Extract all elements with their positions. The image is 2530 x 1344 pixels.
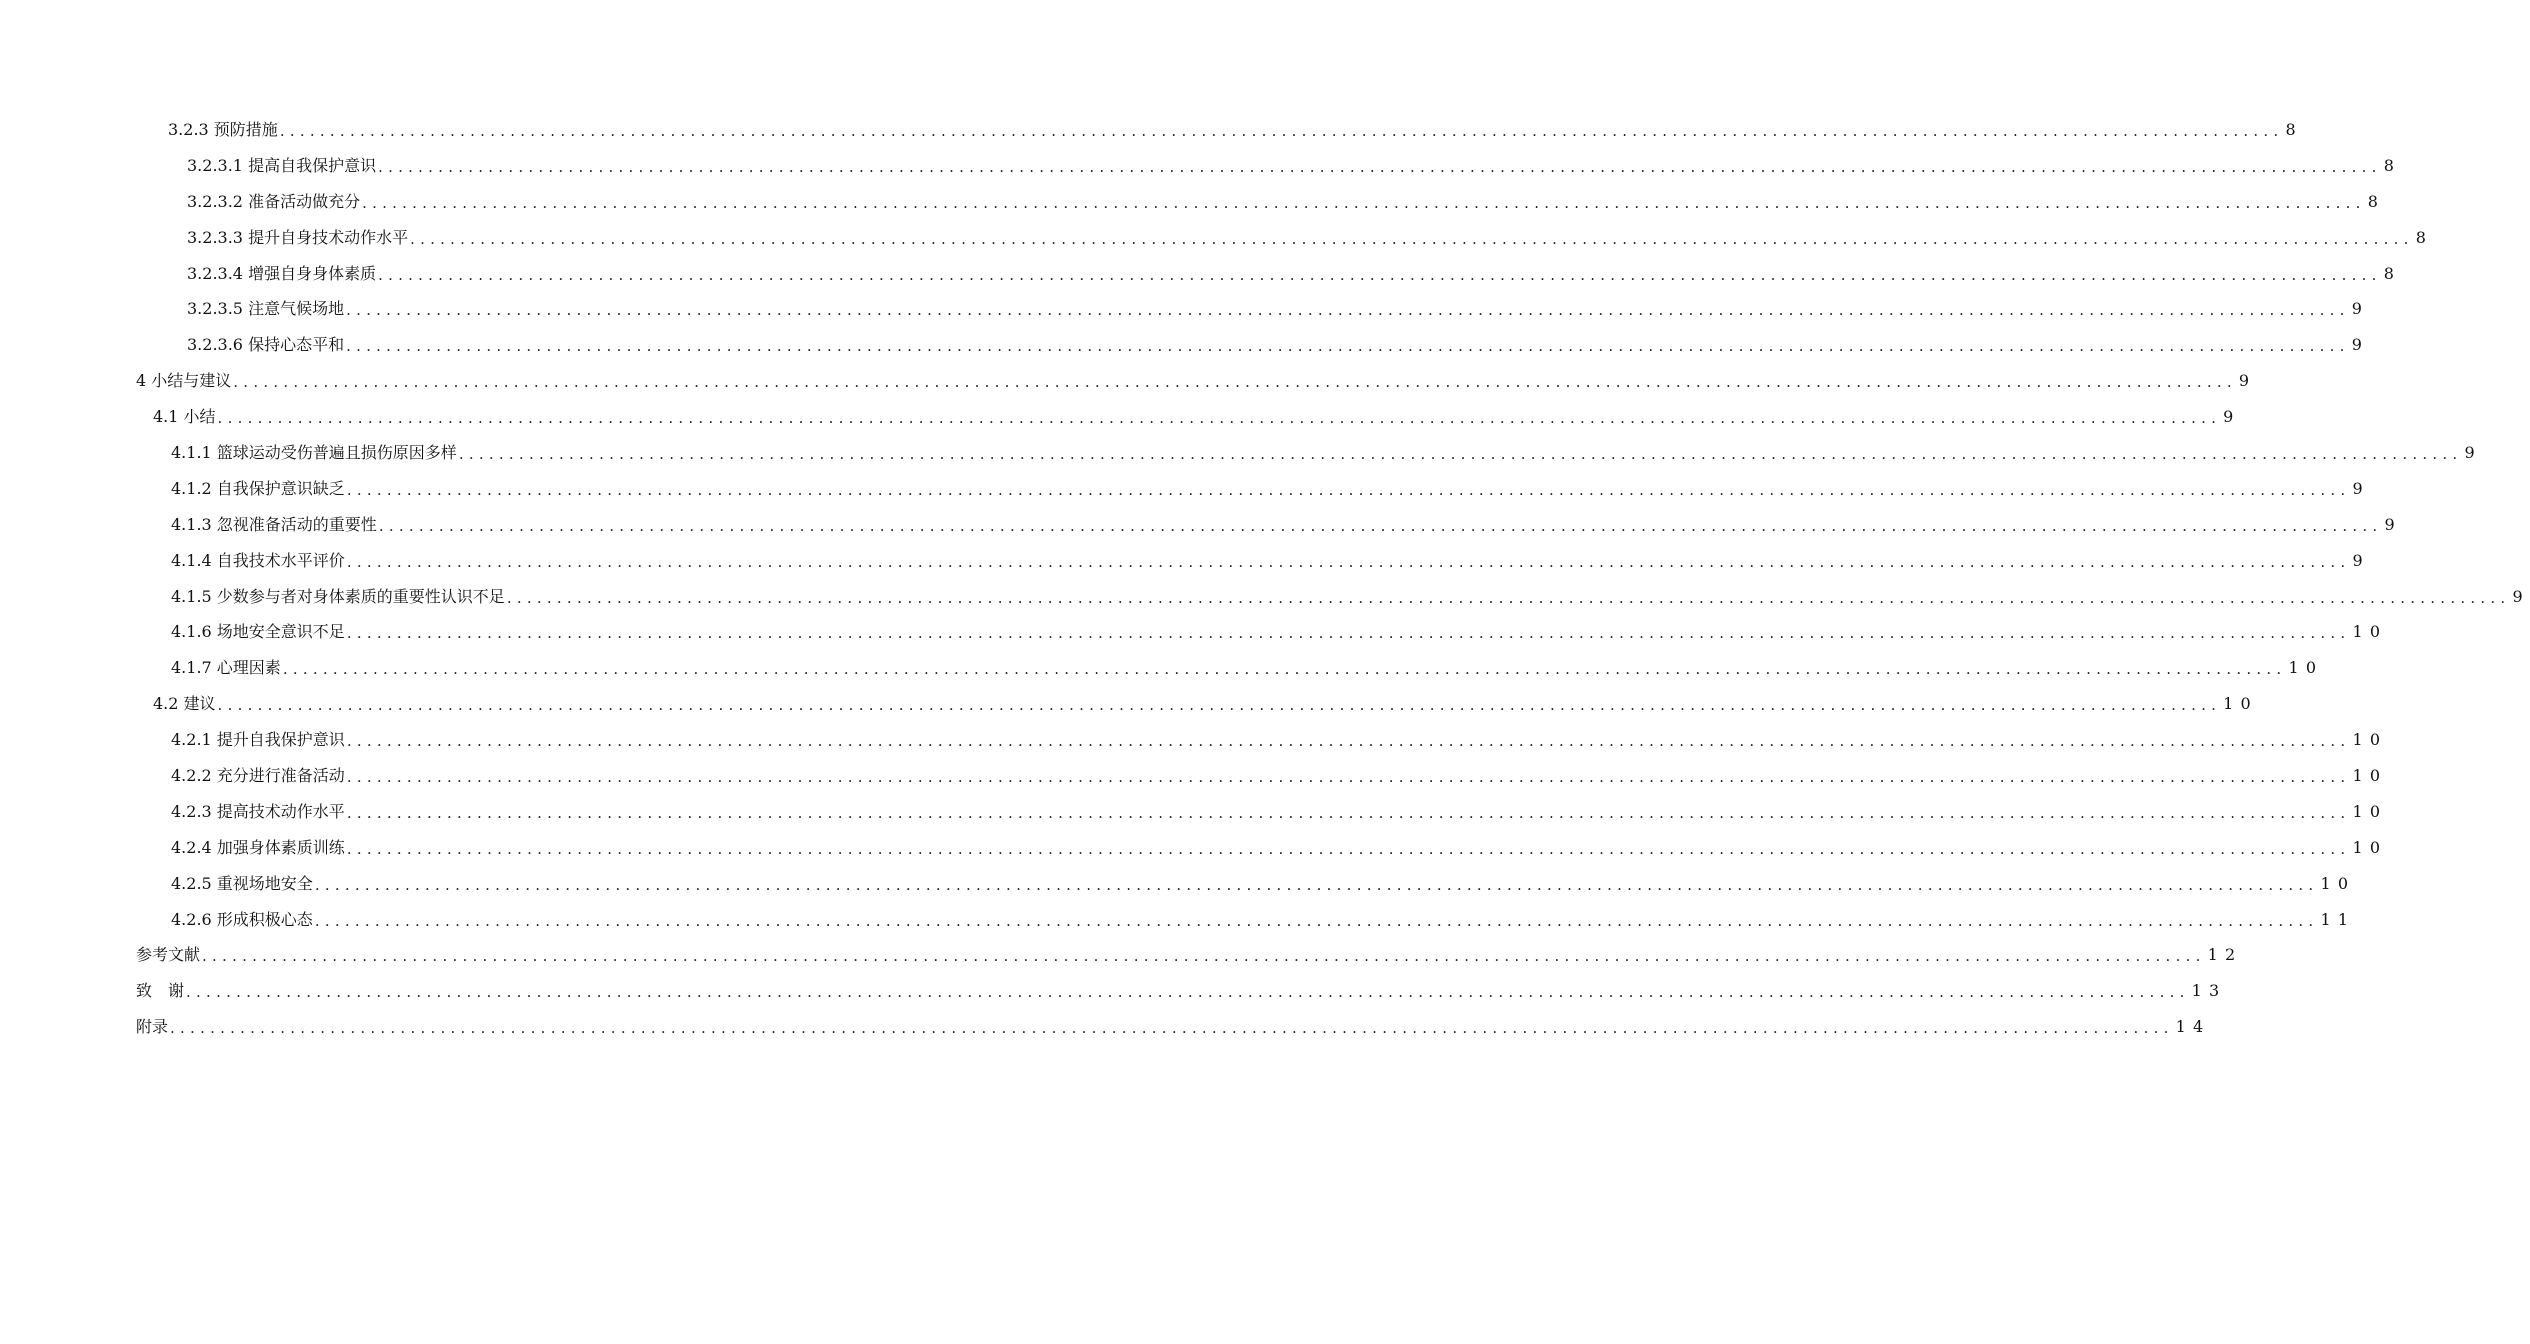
dot-leader: ........................................................................................................................................................................................................ <box>378 516 2383 535</box>
toc-entry-title: 4.1 小结 <box>153 407 216 427</box>
toc-entry-title: 致 谢 <box>136 981 185 1001</box>
toc-entry-page: 8 <box>2383 155 2402 175</box>
toc-entry-title: 4 小结与建议 <box>136 371 232 391</box>
dot-leader: ........................................................................................................................................................................................................ <box>202 947 2206 966</box>
toc-entry[interactable] <box>0 650 2324 686</box>
toc-entry-title: 附录 <box>136 1017 169 1037</box>
toc-entry-page: 10 <box>2352 622 2388 642</box>
toc-entry-title: 3.2.3.5 注意气候场地 <box>187 299 345 319</box>
dot-leader: ........................................................................................................................................................................................................ <box>506 588 2511 607</box>
toc-entry-page: 9 <box>2351 299 2370 319</box>
toc-entry-title: 4.2.4 加强身体素质训练 <box>171 837 345 857</box>
toc-entry-page: 9 <box>2464 442 2482 462</box>
toc-entry[interactable] <box>0 758 2388 794</box>
toc-entry-title: 4.2 建议 <box>153 694 216 714</box>
dot-leader: ........................................................................................................................................................................................................ <box>346 301 2350 320</box>
toc-entry-page: 8 <box>2367 191 2386 211</box>
dot-leader: ........................................................................................................................................................................................................ <box>346 624 2351 643</box>
toc-entry-page: 10 <box>2320 873 2356 893</box>
dot-leader: ........................................................................................................................................................................................................ <box>378 157 2382 176</box>
toc-entry-page: 12 <box>2207 945 2243 965</box>
toc-entry-page: 8 <box>2415 227 2434 247</box>
toc-entry-title: 4.1.1 篮球运动受伤普遍且损伤原因多样 <box>171 442 457 462</box>
dot-leader: ........................................................................................................................................................................................................ <box>346 337 2350 356</box>
toc-entry-page: 10 <box>2288 658 2324 678</box>
toc-entry-title: 3.2.3 预防措施 <box>168 119 278 139</box>
toc-entry-page: 8 <box>2383 263 2402 283</box>
toc-entry-title: 4.1.3 忽视准备活动的重要性 <box>171 514 377 534</box>
toc-entry-title: 3.2.3.6 保持心态平和 <box>187 335 345 355</box>
toc-entry-title: 4.1.6 场地安全意识不足 <box>171 622 345 642</box>
toc-entry[interactable] <box>0 363 2257 399</box>
toc-entry-page: 9 <box>2352 550 2370 570</box>
toc-entry[interactable] <box>0 256 2402 292</box>
dot-leader: ........................................................................................................................................................................................................ <box>314 875 2319 894</box>
toc-entry-page: 14 <box>2175 1017 2211 1037</box>
toc-entry-page: 10 <box>2223 694 2258 714</box>
toc-entry[interactable] <box>0 507 2402 543</box>
table-of-contents <box>0 112 2530 1045</box>
toc-entry-page: 9 <box>2352 478 2370 498</box>
toc-entry[interactable] <box>0 148 2402 184</box>
toc-entry-page: 10 <box>2352 765 2388 785</box>
toc-entry-title: 4.2.3 提高技术动作水平 <box>171 801 345 821</box>
toc-entry-page: 9 <box>2238 371 2257 391</box>
dot-leader: ........................................................................................................................................................................................................ <box>314 911 2319 930</box>
dot-leader: ........................................................................................................................................................................................................ <box>378 265 2382 284</box>
toc-entry[interactable] <box>0 435 2482 471</box>
toc-entry[interactable] <box>0 579 2530 615</box>
dot-leader: ........................................................................................................................................................................................................ <box>279 121 2284 140</box>
dot-leader: ........................................................................................................................................................................................................ <box>346 552 2351 571</box>
toc-entry[interactable] <box>0 794 2388 830</box>
toc-entry[interactable] <box>0 112 2303 148</box>
toc-entry-title: 4.1.5 少数参与者对身体素质的重要性认识不足 <box>171 586 505 606</box>
dot-leader: ........................................................................................................................................................................................................ <box>186 983 2190 1002</box>
toc-entry-title: 4.1.2 自我保护意识缺乏 <box>171 478 345 498</box>
toc-entry-title: 4.2.6 形成积极心态 <box>171 909 313 929</box>
dot-leader: ........................................................................................................................................................................................................ <box>346 839 2351 858</box>
dot-leader: ........................................................................................................................................................................................................ <box>346 767 2351 786</box>
dot-leader: ........................................................................................................................................................................................................ <box>346 480 2351 499</box>
toc-entry-title: 4.2.2 充分进行准备活动 <box>171 765 345 785</box>
toc-entry-page: 13 <box>2191 981 2227 1001</box>
toc-entry[interactable] <box>0 184 2386 220</box>
toc-entry[interactable] <box>0 543 2370 579</box>
toc-entry[interactable] <box>0 614 2388 650</box>
toc-entry-page: 8 <box>2285 119 2303 139</box>
toc-entry-page: 9 <box>2384 514 2402 534</box>
dot-leader: ........................................................................................................................................................................................................ <box>458 444 2463 463</box>
dot-leader: ........................................................................................................................................................................................................ <box>346 803 2351 822</box>
toc-entry[interactable] <box>0 1009 2211 1045</box>
toc-entry-page: 10 <box>2352 837 2388 857</box>
toc-entry[interactable] <box>0 722 2388 758</box>
dot-leader: ........................................................................................................................................................................................................ <box>410 229 2414 248</box>
toc-entry-page: 9 <box>2512 586 2530 606</box>
toc-entry[interactable] <box>0 866 2356 902</box>
toc-entry[interactable] <box>0 973 2227 1009</box>
toc-entry-title: 3.2.3.3 提升自身技术动作水平 <box>187 227 409 247</box>
toc-entry[interactable] <box>0 902 2356 938</box>
toc-entry-title: 4.1.4 自我技术水平评价 <box>171 550 345 570</box>
dot-leader: ........................................................................................................................................................................................................ <box>233 373 2237 392</box>
dot-leader: ........................................................................................................................................................................................................ <box>217 409 2222 428</box>
toc-entry[interactable] <box>0 399 2241 435</box>
toc-entry-title: 4.1.7 心理因素 <box>171 658 281 678</box>
toc-entry[interactable] <box>0 291 2370 327</box>
toc-entry-title: 参考文献 <box>136 945 201 965</box>
toc-entry[interactable] <box>0 937 2243 973</box>
toc-entry-title: 3.2.3.1 提高自我保护意识 <box>187 155 377 175</box>
toc-entry[interactable] <box>0 686 2258 722</box>
toc-entry-title: 3.2.3.2 准备活动做充分 <box>187 191 361 211</box>
toc-entry-page: 11 <box>2320 909 2356 929</box>
toc-entry[interactable] <box>0 471 2370 507</box>
toc-entry[interactable] <box>0 830 2388 866</box>
toc-entry-page: 9 <box>2223 407 2241 427</box>
toc-entry-page: 10 <box>2352 801 2388 821</box>
toc-entry[interactable] <box>0 220 2434 256</box>
dot-leader: ........................................................................................................................................................................................................ <box>362 193 2366 212</box>
toc-entry-title: 4.2.1 提升自我保护意识 <box>171 730 345 750</box>
toc-entry-page: 10 <box>2352 730 2388 750</box>
toc-entry[interactable] <box>0 327 2370 363</box>
toc-entry-title: 4.2.5 重视场地安全 <box>171 873 313 893</box>
dot-leader: ........................................................................................................................................................................................................ <box>217 696 2222 715</box>
toc-entry-page: 9 <box>2351 335 2370 355</box>
dot-leader: ........................................................................................................................................................................................................ <box>170 1019 2174 1038</box>
dot-leader: ........................................................................................................................................................................................................ <box>282 660 2287 679</box>
toc-entry-title: 3.2.3.4 增强自身身体素质 <box>187 263 377 283</box>
dot-leader: ........................................................................................................................................................................................................ <box>346 732 2351 751</box>
